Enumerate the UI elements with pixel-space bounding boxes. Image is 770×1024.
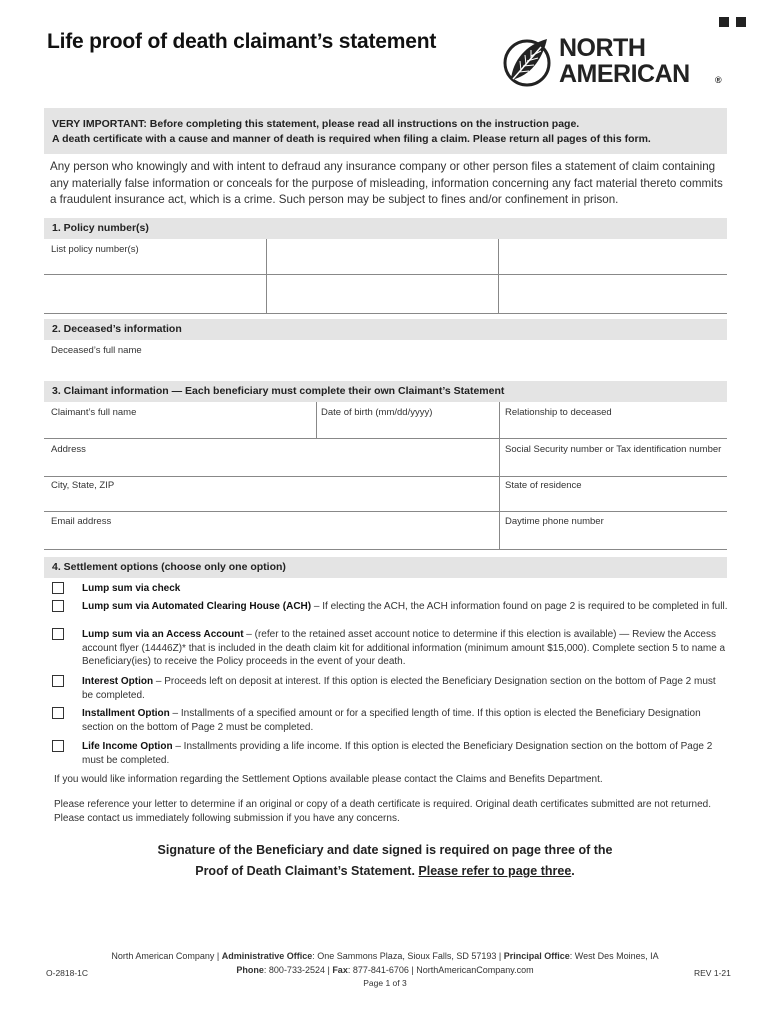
section-2-title: 2. Deceased’s information bbox=[52, 323, 182, 335]
dob-field[interactable] bbox=[318, 420, 497, 436]
notice-line-1: VERY IMPORTANT: Before completing this statement, please read all instructions on the instruction page. bbox=[52, 118, 580, 130]
footer-principal-value: : West Des Moines, IA bbox=[569, 951, 659, 961]
north-american-logo bbox=[503, 33, 728, 93]
address-label: Address bbox=[51, 444, 86, 455]
form-number: O-2818-1C bbox=[46, 968, 89, 978]
phone-field[interactable] bbox=[501, 529, 726, 547]
divider bbox=[316, 402, 317, 438]
option-title: Life Income Option bbox=[82, 741, 173, 752]
option-description: – Installments providing a life income. If this option is elected the Beneficiary Designation section on the bottom of Page 2 must be completed. bbox=[82, 741, 713, 766]
option-title: Lump sum via Automated Clearing House (ACH) bbox=[82, 601, 312, 612]
settlement-option-life-income bbox=[52, 740, 728, 768]
dob-label: Date of birth (mm/dd/yyyy) bbox=[321, 407, 433, 418]
address-field[interactable] bbox=[46, 457, 497, 474]
footer-fax-label: Fax bbox=[332, 965, 348, 975]
interest-option-checkbox[interactable] bbox=[52, 675, 64, 687]
signature-requirement bbox=[0, 840, 770, 882]
divider bbox=[44, 438, 727, 439]
deceased-name-label: Deceased’s full name bbox=[51, 345, 142, 356]
policy-number-field-6[interactable] bbox=[500, 276, 726, 311]
policy-number-field-4[interactable] bbox=[46, 276, 264, 311]
section-3-title: 3. Claimant information — Each beneficiary must complete their own Claimant’s Statement bbox=[52, 385, 505, 397]
logo-word-north: NORTH bbox=[559, 34, 646, 62]
section-1-heading bbox=[44, 218, 727, 239]
registered-mark: ® bbox=[715, 75, 722, 85]
important-notice bbox=[44, 108, 727, 154]
logo-word-american: AMERICAN bbox=[559, 60, 690, 88]
divider bbox=[44, 549, 727, 550]
option-title: Installment Option bbox=[82, 708, 170, 719]
footer-principal-label: Principal Office bbox=[503, 951, 570, 961]
installment-option-checkbox[interactable] bbox=[52, 707, 64, 719]
divider bbox=[44, 476, 727, 477]
signature-line-2 bbox=[0, 861, 770, 882]
settlement-option-ach bbox=[52, 600, 728, 628]
settlement-option-access-account bbox=[52, 628, 728, 672]
footer-address bbox=[0, 950, 770, 963]
signature-line-2-end: . bbox=[571, 864, 575, 878]
section-4-title: 4. Settlement options (choose only one option) bbox=[52, 561, 286, 573]
deceased-name-field[interactable] bbox=[46, 343, 726, 373]
revision-number: REV 1-21 bbox=[694, 968, 731, 978]
divider bbox=[266, 239, 267, 313]
option-description: – If electing the ACH, the ACH information found on page 2 is required to be completed in full. bbox=[311, 601, 728, 612]
refer-page-three-link[interactable]: Please refer to page three bbox=[418, 864, 572, 878]
option-description: – Proceeds left on deposit at interest. If this option is elected the Beneficiary Designation section on the bottom of Page 2 must be completed. bbox=[82, 676, 716, 701]
state-of-residence-label: State of residence bbox=[505, 480, 582, 491]
policy-number-field-3[interactable] bbox=[500, 242, 726, 272]
life-income-option-checkbox[interactable] bbox=[52, 740, 64, 752]
settlement-option-lump-sum-check bbox=[52, 582, 728, 597]
city-state-zip-label: City, State, ZIP bbox=[51, 480, 115, 491]
email-label: Email address bbox=[51, 516, 112, 527]
corner-mark-left bbox=[719, 17, 729, 27]
section-3-heading bbox=[44, 381, 727, 402]
relationship-field[interactable] bbox=[501, 420, 726, 436]
corner-mark-right bbox=[736, 17, 746, 27]
footer-contact bbox=[0, 964, 770, 977]
relationship-label: Relationship to deceased bbox=[505, 407, 612, 418]
divider bbox=[498, 239, 499, 313]
footer-phone-label: Phone bbox=[236, 965, 264, 975]
section-4-heading bbox=[44, 557, 727, 578]
footer-admin-value: : One Sammons Plaza, Sioux Falls, SD 57193 | bbox=[312, 951, 504, 961]
signature-line-1: Signature of the Beneficiary and date signed is required on page three of the bbox=[157, 843, 613, 857]
contact-note: Please contact us immediately following submission if you have any concerns. bbox=[54, 813, 400, 824]
notice-line-2: A death certificate with a cause and manner of death is required when filing a claim. Please return all pages of this form. bbox=[52, 133, 651, 145]
claimant-name-label: Claimant’s full name bbox=[51, 407, 137, 418]
section-1-title: 1. Policy number(s) bbox=[52, 222, 149, 234]
ssn-field[interactable] bbox=[501, 457, 726, 474]
section-2-heading bbox=[44, 319, 727, 340]
policy-number-field-2[interactable] bbox=[268, 242, 496, 272]
option-description: – Installments of a specified amount or for a specified length of time. If this option is elected the Beneficiary Designation section on the bottom of Page 2 must be completed. bbox=[82, 708, 701, 733]
policy-number-field-1[interactable] bbox=[46, 242, 264, 272]
footer-company: North American Company | bbox=[111, 951, 222, 961]
city-state-zip-field[interactable] bbox=[46, 493, 497, 509]
ach-checkbox[interactable] bbox=[52, 600, 64, 612]
option-title: Lump sum via an Access Account bbox=[82, 629, 244, 640]
leaf-icon bbox=[503, 35, 553, 91]
access-account-checkbox[interactable] bbox=[52, 628, 64, 640]
fraud-warning: Any person who knowingly and with intent to defraud any insurance company or other person files a statement of claim containing any materially false information or conceals for the purpose of misleading, information concerning any fact material thereto commits a fraudulent insurance act, which is a crime. Such person may be subject to fines and/or confinement in prison. bbox=[50, 160, 723, 206]
phone-label: Daytime phone number bbox=[505, 516, 604, 527]
state-of-residence-field[interactable] bbox=[501, 493, 726, 509]
footer-phone-value: : 800-733-2524 | bbox=[263, 965, 333, 975]
page-number: Page 1 of 3 bbox=[363, 978, 407, 988]
divider bbox=[44, 313, 727, 314]
settlement-option-interest bbox=[52, 675, 728, 703]
footer-admin-label: Administrative Office bbox=[221, 951, 313, 961]
settlement-info-note: If you would like information regarding the Settlement Options available please contact the Claims and Benefits Department. bbox=[54, 774, 603, 785]
settlement-option-installment bbox=[52, 707, 728, 735]
page-title: Life proof of death claimant’s statement bbox=[47, 30, 437, 53]
signature-line-2-text: Proof of Death Claimant’s Statement. bbox=[195, 864, 419, 878]
divider bbox=[44, 274, 727, 275]
email-field[interactable] bbox=[46, 529, 497, 547]
footer-fax-value: : 877-841-6706 | NorthAmericanCompany.com bbox=[347, 965, 534, 975]
option-title: Interest Option bbox=[82, 676, 154, 687]
divider bbox=[44, 511, 727, 512]
option-description: – (refer to the retained asset account notice to determine if this election is available) — Review the Access account flyer (14446Z)* that is included in the death claim kit for additional information (minimum amount $15,000). Complete section 5 to name a Beneficiary(ies) to receive the Policy proceeds in the event of your death. bbox=[82, 629, 726, 667]
claimant-name-field[interactable] bbox=[46, 420, 314, 436]
policy-numbers-label: List policy number(s) bbox=[51, 244, 139, 255]
ssn-label: Social Security number or Tax identification number bbox=[505, 444, 722, 455]
policy-number-field-5[interactable] bbox=[268, 276, 496, 311]
lump-sum-check-checkbox[interactable] bbox=[52, 582, 64, 594]
death-certificate-note: Please reference your letter to determine if an original or copy of a death certificate is required. Original death certificates submitted are not returned. bbox=[54, 799, 712, 810]
option-title: Lump sum via check bbox=[82, 583, 181, 594]
